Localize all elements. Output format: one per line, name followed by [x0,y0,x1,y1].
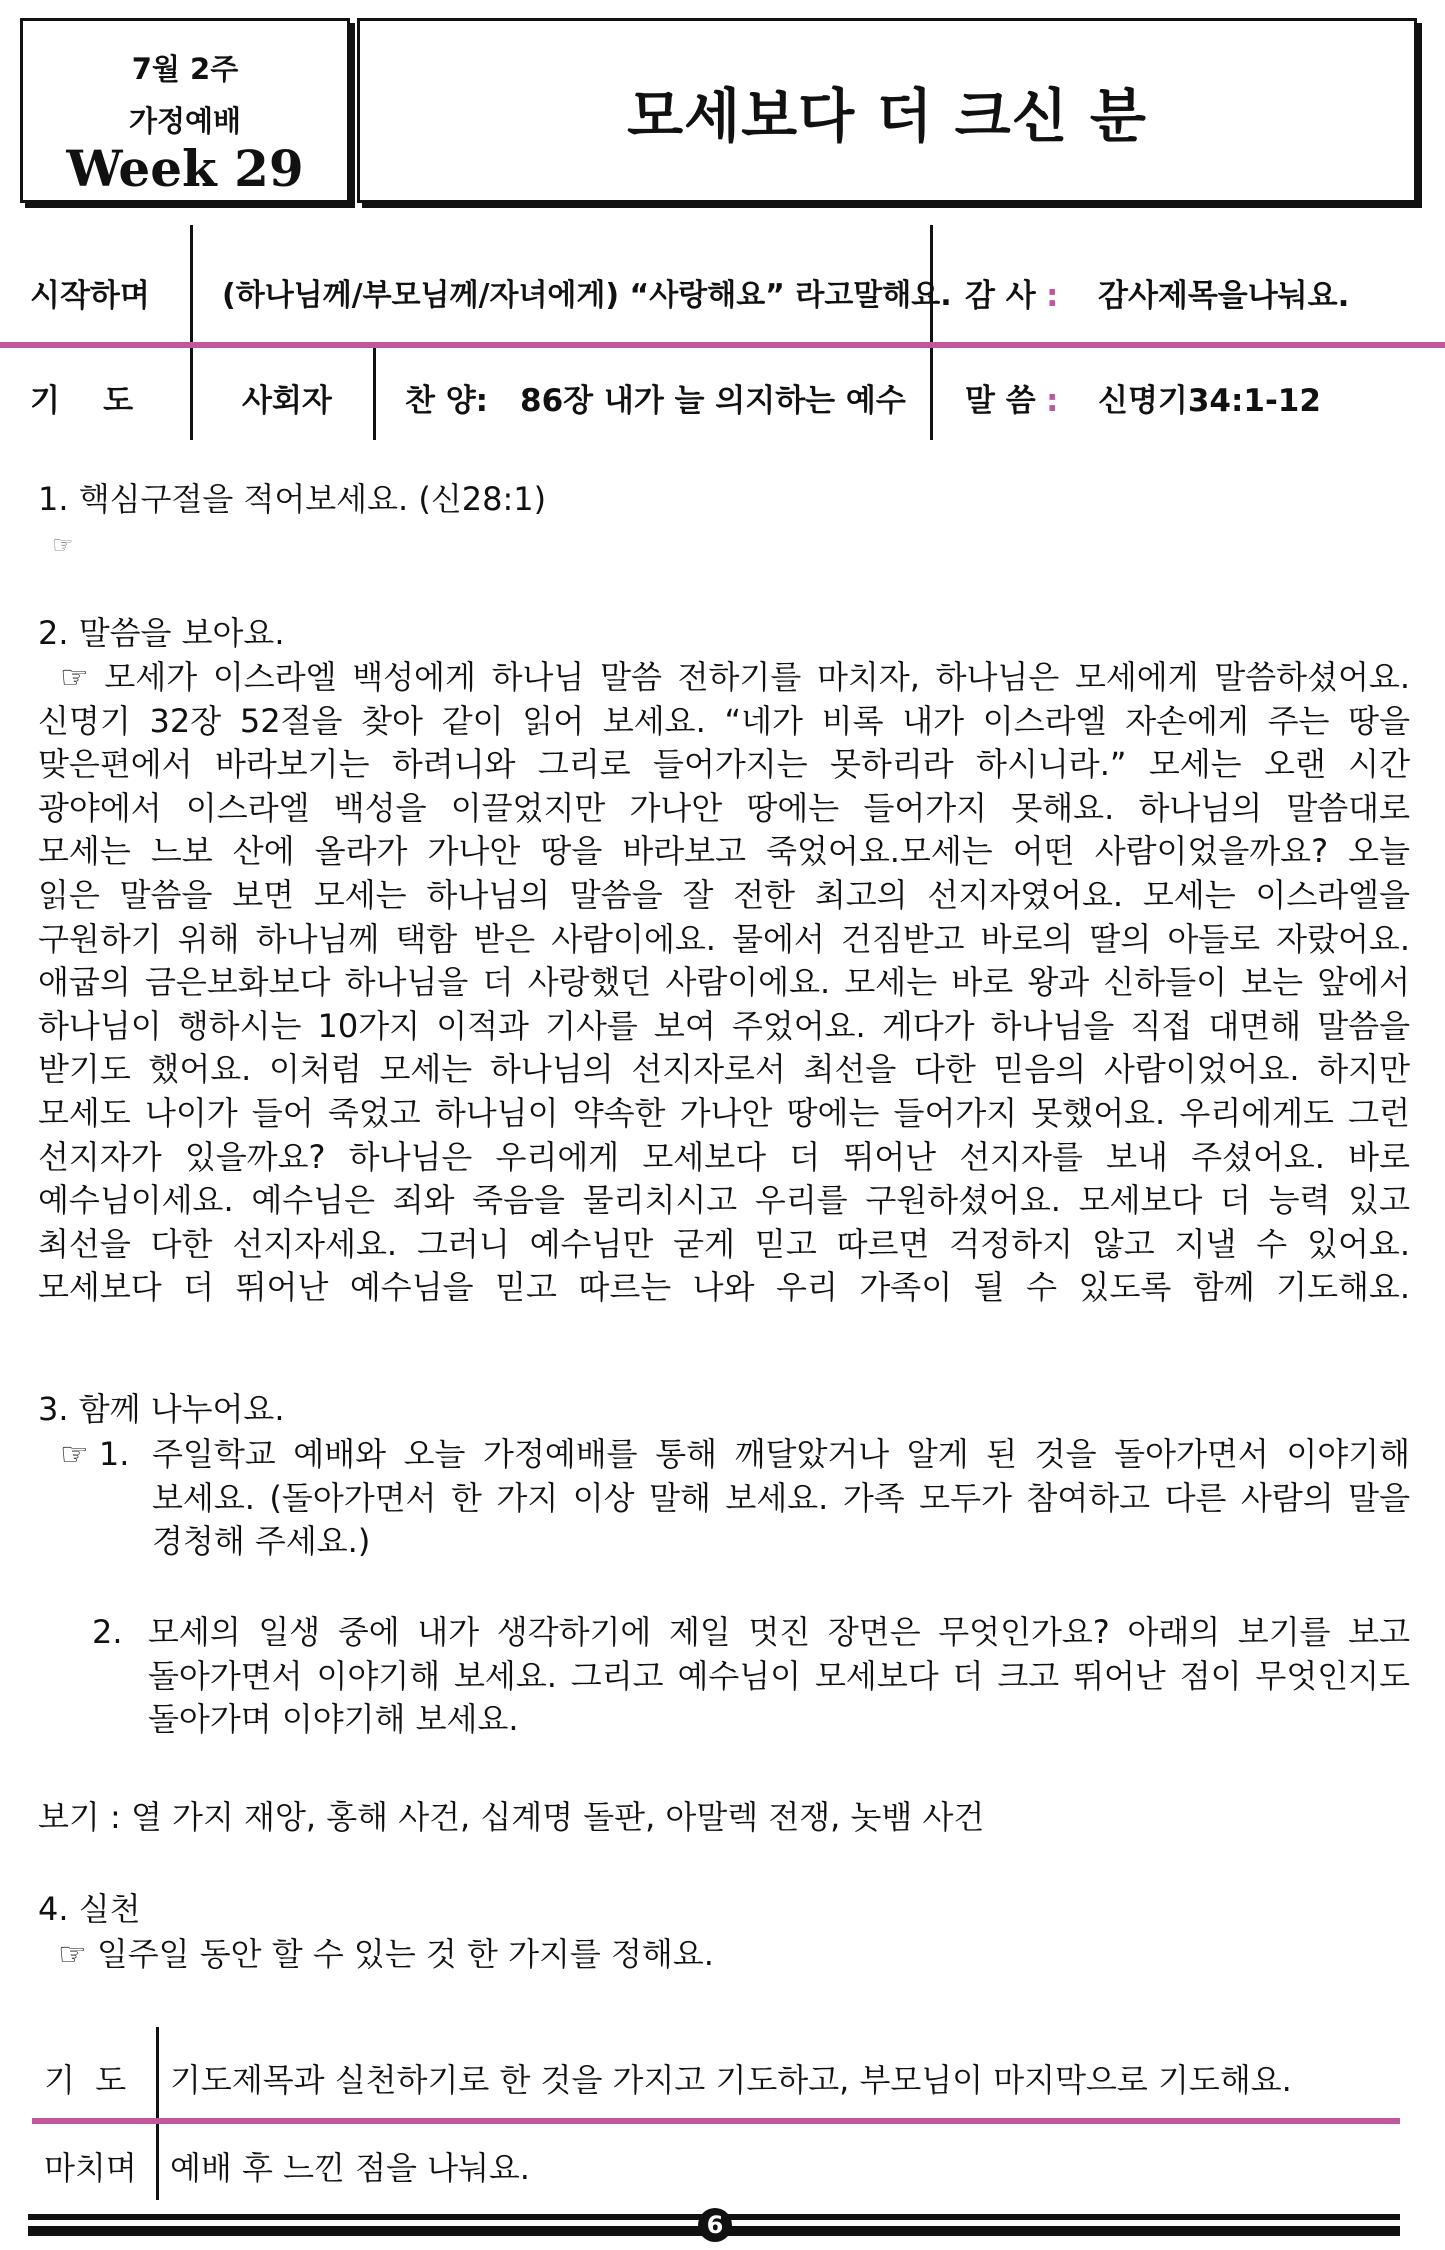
divider [190,348,193,440]
start-label: 시작하며 [30,278,150,314]
word-text: 신명기34:1-12 [1098,383,1321,419]
word-colon: : [1046,383,1059,419]
body-line: 구원하기 위해 하나님께 택함 받은 사람이에요. 물에서 건짐받고 바로의 딸의 아들로 자랐어요. [38,919,1410,958]
closing-prayer-label: 기 도 [44,2061,127,2099]
question1 [152,1433,1410,1564]
practice-text: ☞ 일주일 동안 할 수 있는 것 한 가지를 정해요. [58,1935,714,1973]
section2-body [38,656,1410,1310]
question-line: 경청해 주세요.) [152,1522,371,1561]
body-line: 받기도 했어요. 이처럼 모세는 하나님의 선지자로서 최선을 다한 믿음의 사람이었어요. 하지만 [38,1050,1410,1089]
body-line: 모세도 나이가 들어 죽었고 하나님이 약속한 가나안 땅에는 들어가지 못했어요. 우리에게도 그런 [38,1093,1410,1132]
pointer-icon: ☞ [52,531,74,559]
week-number: Week 29 [66,139,304,198]
body-line: 모세보다 더 뛰어난 예수님을 믿고 따르는 나와 우리 가족이 될 수 있도록 함께 기도해요. [38,1268,1410,1307]
body-line: 애굽의 금은보화보다 하나님을 더 사랑했던 사람이에요. 모세는 바로 왕과 신하들이 보는 앞에서 [38,963,1410,1002]
service-label: 가정예배 [128,104,242,138]
body-line: 모세는 느보 산에 올라가 가나안 땅을 바라보고 죽었어요.모세는 어떤 사람이었을까요? 오늘 [38,832,1410,871]
pink-divider [32,2118,1400,2124]
hymn-text: 86장 내가 늘 의지하는 예수 [520,383,906,419]
section4-heading: 4. 실천 [38,1890,141,1928]
title-box [357,18,1417,203]
body-line: 예수님이세요. 예수님은 죄와 죽음을 물리치시고 우리를 구원하셨어요. 모세보다 더 능력 있고 [38,1181,1410,1220]
question-line: 돌아가면서 이야기해 보세요. 그리고 예수님이 모세보다 더 크고 뛰어난 점이 무엇인지도 [148,1656,1410,1695]
question2-prefix: 2. [92,1613,123,1651]
thanks-label: 감 사 [965,278,1036,314]
start-text: (하나님께/부모님께/자녀에게) “사랑해요” 라고말해요. [222,278,952,313]
thanks-colon: : [1046,278,1059,314]
examples-list: 보기 : 열 가지 재앙, 홍해 사건, 십계명 돌판, 아말렉 전쟁, 놋뱀 사건 [38,1798,985,1836]
body-line: 맞은편에서 바라보기는 하려니와 그리로 들어가지는 못하리라 하시니라.” 모세는 오랜 시간 [38,745,1410,784]
page-number: 6 [698,2208,732,2242]
body-line: 하나님이 행하시는 10가지 이적과 기사를 보여 주었어요. 게다가 하나님을 직접 대면해 말씀을 [38,1006,1410,1045]
word-label: 말 씀 [965,383,1036,419]
body-line: ☞ 모세가 이스라엘 백성에게 하나님 말씀 전하기를 마치자, 하나님은 모세에게 말씀하셨어요. [60,658,1410,696]
divider [156,2027,159,2119]
prayer-label: 기 도 [30,383,134,419]
body-line: 광야에서 이스라엘 백성을 이끌었지만 가나안 땅에는 들어가지 못해요. 하나님의 말씀대로 [38,788,1410,827]
section2-heading: 2. 말씀을 보아요. [38,614,285,652]
question-line: 모세의 일생 중에 내가 생각하기에 제일 멋진 장면은 무엇인가요? 아래의 보기를 보고 [148,1613,1410,1651]
body-line: 읽은 말씀을 보면 모세는 하나님의 말씀을 잘 전한 최고의 선지자였어요. 모세는 이스라엘을 [38,875,1410,914]
leader-label: 사회자 [242,383,332,419]
divider [190,225,193,343]
section1-heading: 1. 핵심구절을 적어보세요. (신28:1) [38,480,547,518]
week-label: 7월 2주 [131,52,239,86]
divider [373,348,376,440]
pink-divider [0,342,1445,348]
body-line: 최선을 다한 선지자세요. 그러니 예수님만 굳게 믿고 따르면 걱정하지 않고 지낼 수 있어요. [38,1224,1410,1263]
question1-prefix: ☞ 1. [60,1435,130,1473]
divider [930,348,933,440]
body-line: 신명기 32장 52절을 찾아 같이 읽어 보세요. “네가 비록 내가 이스라엘 자손에게 주는 땅을 [38,701,1410,740]
thanks-text: 감사제목을나눠요. [1098,278,1350,314]
end-text: 예배 후 느낀 점을 나눠요. [170,2149,530,2187]
body-line: 선지자가 있을까요? 하나님은 우리에게 모세보다 더 뛰어난 선지자를 보내 주셨어요. 바로 [38,1137,1410,1176]
week-info-box [20,18,350,203]
hymn-label: 찬 양: [405,383,489,419]
end-label: 마치며 [44,2149,137,2187]
question-line: 돌아가며 이야기해 보세요. [148,1700,519,1739]
section3-heading: 3. 함께 나누어요. [38,1390,285,1428]
divider [156,2124,159,2200]
question-line: 주일학교 예배와 오늘 가정예배를 통해 깨달았거나 알게 된 것을 돌아가면서 이야기해 [152,1435,1410,1473]
question2 [148,1611,1410,1742]
question-line: 보세요. (돌아가면서 한 가지 이상 말해 보세요. 가족 모두가 참여하고 다른 사람의 말을 [152,1478,1410,1517]
page-title: 모세보다 더 크신 분 [627,81,1147,150]
closing-prayer-text: 기도제목과 실천하기로 한 것을 가지고 기도하고, 부모님이 마지막으로 기도해요. [170,2061,1292,2099]
